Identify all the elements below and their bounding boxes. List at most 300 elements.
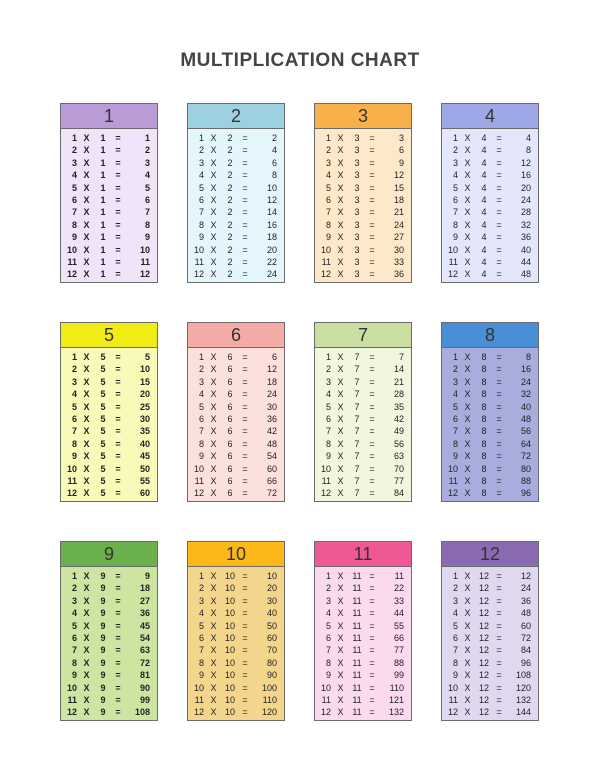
multiplicand: 11: [352, 670, 362, 681]
product: 99: [393, 670, 404, 681]
multiplicand: 2: [227, 256, 233, 267]
table-header: 9: [61, 542, 157, 567]
product: 33: [393, 256, 404, 267]
equals-sign: =: [242, 219, 248, 230]
product: 56: [393, 438, 404, 449]
table-card-3: [314, 103, 412, 283]
product: 20: [139, 389, 150, 400]
product: 8: [525, 145, 531, 156]
multiplicand: 7: [354, 376, 360, 387]
multiplicand: 7: [354, 426, 360, 437]
product: 90: [266, 670, 277, 681]
equals-sign: =: [496, 707, 502, 718]
table-row: [442, 401, 538, 413]
multiplicand: 10: [224, 595, 235, 606]
times-sign: X: [464, 194, 471, 205]
equals-sign: =: [369, 364, 375, 375]
times-sign: X: [210, 170, 217, 181]
multiplicand: 11: [352, 620, 362, 631]
product: 2: [271, 133, 277, 143]
equals-sign: =: [115, 682, 121, 693]
equals-sign: =: [369, 451, 375, 462]
equals-sign: =: [242, 401, 248, 412]
table-body: [315, 567, 411, 719]
table-card-6: [187, 322, 285, 502]
equals-sign: =: [242, 571, 248, 581]
equals-sign: =: [242, 632, 248, 643]
table-row: [315, 657, 411, 669]
multiplier: 1: [452, 571, 458, 581]
times-sign: X: [210, 632, 217, 643]
multiplier: 8: [325, 438, 331, 449]
multiplicand: 3: [354, 170, 360, 181]
equals-sign: =: [242, 463, 248, 474]
multiplicand: 8: [481, 488, 487, 499]
equals-sign: =: [115, 583, 121, 594]
times-sign: X: [464, 645, 471, 656]
multiplier: 8: [71, 438, 77, 449]
product: 8: [144, 219, 150, 230]
product: 9: [144, 232, 150, 243]
product: 30: [393, 244, 404, 255]
equals-sign: =: [242, 475, 248, 486]
table-row: [442, 268, 538, 280]
table-header: 1: [61, 104, 157, 129]
table-row: [188, 632, 284, 644]
table-header: 7: [315, 323, 411, 348]
table-row: [315, 132, 411, 144]
times-sign: X: [337, 670, 344, 681]
multiplier: 6: [198, 632, 204, 643]
multiplier: 11: [321, 256, 331, 267]
times-sign: X: [210, 682, 217, 693]
multiplicand: 11: [352, 571, 362, 581]
multiplier: 3: [198, 157, 204, 168]
equals-sign: =: [369, 244, 375, 255]
multiplier: 4: [71, 170, 77, 181]
table-row: [442, 194, 538, 206]
multiplicand: 10: [224, 608, 235, 619]
multiplicand: 4: [481, 194, 487, 205]
table-row: [61, 425, 157, 437]
table-row: [61, 450, 157, 462]
equals-sign: =: [369, 207, 375, 218]
product: 66: [393, 632, 404, 643]
table-row: [442, 231, 538, 243]
multiplier: 12: [320, 269, 331, 280]
times-sign: X: [464, 219, 471, 230]
product: 48: [266, 438, 277, 449]
multiplier: 1: [71, 352, 77, 362]
multiplicand: 7: [354, 438, 360, 449]
multiplier: 12: [66, 707, 77, 718]
multiplicand: 11: [352, 694, 362, 705]
equals-sign: =: [242, 645, 248, 656]
table-row: [315, 351, 411, 363]
multiplier: 2: [325, 364, 331, 375]
product: 22: [266, 256, 277, 267]
product: 132: [515, 694, 531, 705]
equals-sign: =: [369, 157, 375, 168]
equals-sign: =: [496, 451, 502, 462]
table-header: 11: [315, 542, 411, 567]
multiplier: 10: [320, 244, 331, 255]
multiplicand: 4: [481, 170, 487, 181]
multiplier: 4: [452, 608, 458, 619]
product: 6: [271, 352, 277, 362]
table-row: [315, 194, 411, 206]
table-row: [188, 682, 284, 694]
multiplicand: 2: [227, 269, 233, 280]
multiplier: 5: [325, 620, 331, 631]
table-row: [61, 219, 157, 231]
table-row: [61, 169, 157, 181]
product: 108: [515, 670, 531, 681]
times-sign: X: [337, 571, 344, 581]
table-row: [188, 657, 284, 669]
product: 9: [398, 157, 404, 168]
table-row: [61, 268, 157, 280]
multiplicand: 7: [354, 389, 360, 400]
multiplicand: 10: [224, 583, 235, 594]
equals-sign: =: [242, 207, 248, 218]
equals-sign: =: [496, 133, 502, 143]
equals-sign: =: [242, 389, 248, 400]
multiplicand: 7: [354, 401, 360, 412]
table-row: [188, 582, 284, 594]
product: 30: [266, 595, 277, 606]
table-row: [442, 413, 538, 425]
product: 15: [139, 376, 150, 387]
product: 30: [139, 413, 150, 424]
table-card-4: [441, 103, 539, 283]
multiplicand: 1: [100, 182, 106, 193]
equals-sign: =: [242, 364, 248, 375]
multiplier: 2: [452, 145, 458, 156]
equals-sign: =: [496, 207, 502, 218]
table-row: [188, 194, 284, 206]
equals-sign: =: [369, 608, 375, 619]
table-row: [61, 632, 157, 644]
times-sign: X: [210, 620, 217, 631]
table-row: [61, 607, 157, 619]
multiplicand: 3: [354, 207, 360, 218]
product: 16: [266, 219, 277, 230]
product: 45: [139, 451, 150, 462]
product: 28: [393, 389, 404, 400]
times-sign: X: [337, 488, 344, 499]
table-row: [315, 219, 411, 231]
times-sign: X: [83, 488, 90, 499]
multiplicand: 12: [478, 620, 489, 631]
product: 6: [398, 145, 404, 156]
multiplier: 7: [71, 645, 77, 656]
multiplicand: 9: [100, 657, 106, 668]
multiplier: 11: [321, 475, 331, 486]
equals-sign: =: [369, 463, 375, 474]
table-row: [188, 388, 284, 400]
equals-sign: =: [115, 571, 121, 581]
multiplier: 10: [320, 463, 331, 474]
times-sign: X: [83, 620, 90, 631]
table-row: [442, 682, 538, 694]
equals-sign: =: [115, 244, 121, 255]
equals-sign: =: [115, 389, 121, 400]
times-sign: X: [210, 269, 217, 280]
equals-sign: =: [115, 157, 121, 168]
product: 35: [139, 426, 150, 437]
product: 90: [139, 682, 150, 693]
table-row: [61, 475, 157, 487]
times-sign: X: [210, 645, 217, 656]
multiplier: 12: [66, 488, 77, 499]
table-row: [315, 475, 411, 487]
times-sign: X: [83, 364, 90, 375]
multiplier: 12: [447, 488, 458, 499]
multiplicand: 2: [227, 244, 233, 255]
multiplier: 11: [194, 475, 204, 486]
multiplicand: 2: [227, 207, 233, 218]
multiplier: 3: [325, 157, 331, 168]
times-sign: X: [337, 707, 344, 718]
equals-sign: =: [369, 413, 375, 424]
multiplicand: 1: [100, 219, 106, 230]
times-sign: X: [83, 413, 90, 424]
times-sign: X: [83, 632, 90, 643]
multiplicand: 9: [100, 682, 106, 693]
times-sign: X: [83, 438, 90, 449]
table-row: [315, 669, 411, 681]
table-row: [315, 694, 411, 706]
equals-sign: =: [115, 352, 121, 362]
times-sign: X: [337, 583, 344, 594]
product: 22: [393, 583, 404, 594]
product: 121: [388, 694, 404, 705]
equals-sign: =: [369, 645, 375, 656]
equals-sign: =: [242, 488, 248, 499]
multiplicand: 7: [354, 488, 360, 499]
table-card-2: [187, 103, 285, 283]
table-card-11: [314, 541, 412, 721]
equals-sign: =: [496, 620, 502, 631]
table-row: [315, 256, 411, 268]
multiplier: 9: [452, 670, 458, 681]
table-row: [188, 706, 284, 718]
table-row: [188, 620, 284, 632]
multiplier: 9: [71, 670, 77, 681]
table-row: [61, 694, 157, 706]
multiplicand: 5: [100, 475, 106, 486]
times-sign: X: [464, 376, 471, 387]
multiplicand: 8: [481, 389, 487, 400]
multiplicand: 9: [100, 694, 106, 705]
table-body: [61, 348, 157, 500]
table-row: [188, 413, 284, 425]
times-sign: X: [210, 608, 217, 619]
multiplicand: 3: [354, 219, 360, 230]
times-sign: X: [337, 463, 344, 474]
multiplier: 10: [193, 244, 204, 255]
times-sign: X: [337, 232, 344, 243]
table-row: [442, 244, 538, 256]
table-row: [315, 376, 411, 388]
equals-sign: =: [496, 583, 502, 594]
times-sign: X: [337, 256, 344, 267]
times-sign: X: [464, 352, 471, 362]
multiplicand: 4: [481, 145, 487, 156]
times-sign: X: [210, 232, 217, 243]
product: 63: [393, 451, 404, 462]
multiplicand: 9: [100, 583, 106, 594]
table-row: [315, 363, 411, 375]
table-row: [61, 351, 157, 363]
product: 24: [520, 194, 531, 205]
table-row: [315, 388, 411, 400]
times-sign: X: [337, 632, 344, 643]
product: 4: [271, 145, 277, 156]
times-sign: X: [337, 219, 344, 230]
equals-sign: =: [369, 583, 375, 594]
equals-sign: =: [115, 145, 121, 156]
multiplier: 12: [447, 707, 458, 718]
times-sign: X: [83, 182, 90, 193]
multiplicand: 3: [354, 157, 360, 168]
multiplicand: 7: [354, 463, 360, 474]
product: 36: [520, 595, 531, 606]
times-sign: X: [210, 571, 217, 581]
table-row: [442, 363, 538, 375]
table-row: [61, 706, 157, 718]
product: 42: [393, 413, 404, 424]
multiplicand: 11: [352, 645, 362, 656]
multiplicand: 4: [481, 219, 487, 230]
equals-sign: =: [242, 170, 248, 181]
times-sign: X: [337, 426, 344, 437]
equals-sign: =: [115, 632, 121, 643]
multiplicand: 6: [227, 401, 233, 412]
multiplier: 9: [198, 670, 204, 681]
table-row: [61, 363, 157, 375]
multiplier: 5: [198, 620, 204, 631]
multiplicand: 1: [100, 269, 106, 280]
product: 18: [266, 232, 277, 243]
equals-sign: =: [115, 194, 121, 205]
multiplier: 8: [198, 219, 204, 230]
multiplier: 8: [452, 657, 458, 668]
table-header: 4: [442, 104, 538, 129]
table-row: [61, 582, 157, 594]
multiplier: 10: [193, 463, 204, 474]
multiplicand: 8: [481, 376, 487, 387]
product: 88: [520, 475, 531, 486]
times-sign: X: [210, 670, 217, 681]
times-sign: X: [337, 389, 344, 400]
product: 35: [393, 401, 404, 412]
multiplier: 11: [67, 256, 77, 267]
times-sign: X: [210, 182, 217, 193]
multiplier: 7: [325, 645, 331, 656]
times-sign: X: [464, 244, 471, 255]
multiplicand: 12: [478, 707, 489, 718]
multiplicand: 1: [100, 194, 106, 205]
multiplier: 7: [198, 207, 204, 218]
table-row: [188, 219, 284, 231]
times-sign: X: [337, 352, 344, 362]
times-sign: X: [83, 194, 90, 205]
product: 6: [144, 194, 150, 205]
product: 11: [140, 256, 150, 267]
product: 18: [139, 583, 150, 594]
product: 5: [144, 352, 150, 362]
multiplicand: 10: [224, 682, 235, 693]
table-row: [188, 669, 284, 681]
table-row: [315, 438, 411, 450]
multiplicand: 2: [227, 170, 233, 181]
multiplicand: 2: [227, 157, 233, 168]
multiplicand: 11: [352, 583, 362, 594]
table-row: [315, 607, 411, 619]
table-row: [315, 463, 411, 475]
times-sign: X: [464, 364, 471, 375]
table-row: [61, 669, 157, 681]
equals-sign: =: [242, 438, 248, 449]
multiplicand: 12: [478, 645, 489, 656]
multiplier: 9: [325, 232, 331, 243]
times-sign: X: [210, 413, 217, 424]
times-sign: X: [83, 232, 90, 243]
table-row: [442, 388, 538, 400]
multiplier: 11: [448, 256, 458, 267]
multiplicand: 5: [100, 364, 106, 375]
multiplicand: 4: [481, 182, 487, 193]
product: 5: [144, 182, 150, 193]
table-row: [442, 157, 538, 169]
multiplicand: 9: [100, 670, 106, 681]
equals-sign: =: [369, 170, 375, 181]
multiplier: 11: [67, 694, 77, 705]
product: 18: [266, 376, 277, 387]
multiplicand: 11: [352, 682, 362, 693]
multiplicand: 8: [481, 401, 487, 412]
times-sign: X: [337, 620, 344, 631]
equals-sign: =: [115, 401, 121, 412]
table-row: [315, 144, 411, 156]
table-row: [188, 256, 284, 268]
multiplier: 12: [447, 269, 458, 280]
times-sign: X: [337, 595, 344, 606]
multiplicand: 6: [227, 364, 233, 375]
equals-sign: =: [369, 194, 375, 205]
equals-sign: =: [496, 413, 502, 424]
equals-sign: =: [496, 438, 502, 449]
multiplier: 8: [325, 657, 331, 668]
times-sign: X: [464, 670, 471, 681]
product: 4: [144, 170, 150, 181]
product: 9: [144, 571, 150, 581]
multiplier: 2: [325, 145, 331, 156]
product: 16: [520, 170, 531, 181]
equals-sign: =: [369, 620, 375, 631]
table-row: [188, 144, 284, 156]
multiplier: 1: [71, 571, 77, 581]
times-sign: X: [464, 571, 471, 581]
table-row: [61, 194, 157, 206]
multiplier: 4: [452, 389, 458, 400]
multiplicand: 11: [352, 632, 362, 643]
times-sign: X: [464, 608, 471, 619]
equals-sign: =: [242, 376, 248, 387]
multiplicand: 3: [354, 182, 360, 193]
